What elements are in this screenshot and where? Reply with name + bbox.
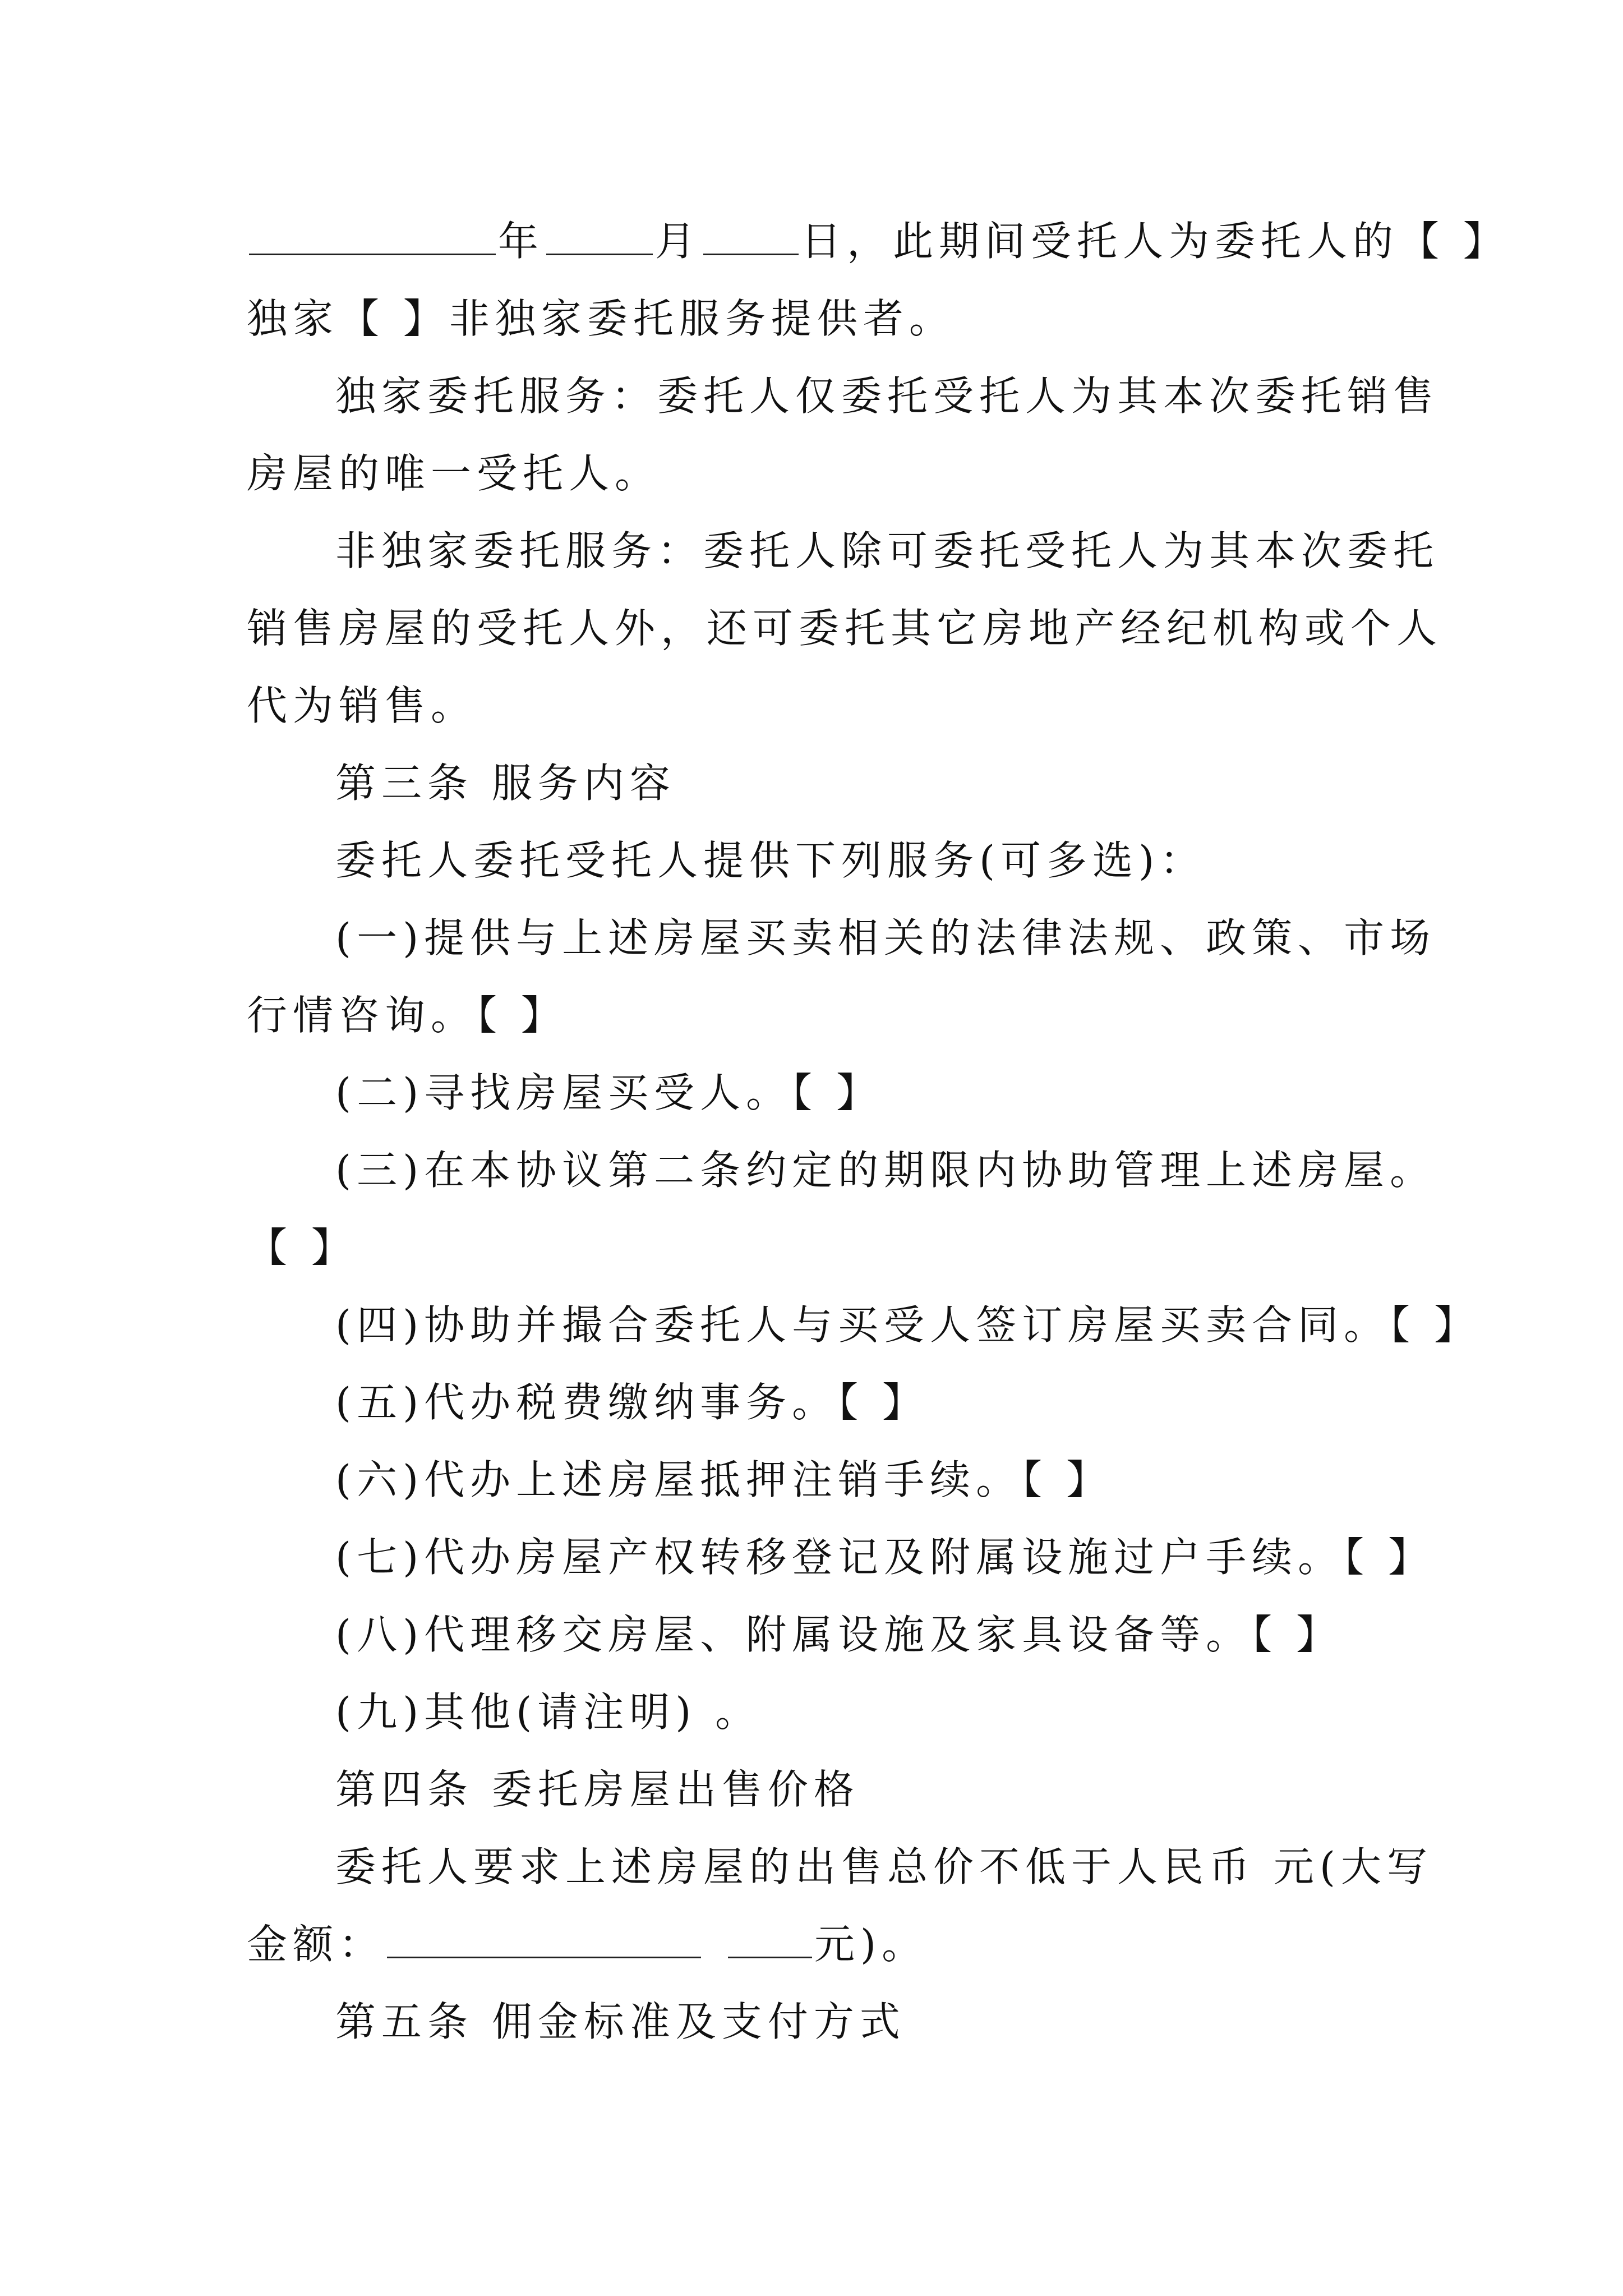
service-item-6: (六)代办上述房屋抵押注销手续。【 】 <box>335 1456 1113 1503</box>
article-4-heading: 第四条 委托房屋出售价格 <box>335 1766 860 1813</box>
year-label: 年 <box>498 218 545 265</box>
month-blank <box>546 217 653 255</box>
service-item-7: (七)代办房屋产权转移登记及附属设施过户手续。【 】 <box>335 1534 1435 1581</box>
month-label: 月 <box>655 218 702 265</box>
term-date-line <box>247 213 1509 269</box>
service-item-1-line-2: 行情咨询。【 】 <box>247 992 567 1039</box>
service-item-8: (八)代理移交房屋、附属设施及家具设备等。【 】 <box>335 1611 1343 1658</box>
nonexclusive-definition-line-2: 销售房屋的受托人外，还可委托其它房地产经纪机构或个人 <box>247 605 1443 652</box>
exclusive-definition-line-1: 独家委托服务：委托人仅委托受托人为其本次委托销售 <box>335 372 1440 420</box>
term-date-tail: 日，此期间受托人为委托人的【 】 <box>801 218 1509 265</box>
year-blank <box>249 217 496 255</box>
day-blank <box>703 217 799 255</box>
exclusive-definition-line-2: 房屋的唯一受托人。 <box>247 450 661 497</box>
service-item-9: (九)其他(请注明) 。 <box>335 1688 762 1736</box>
nonexclusive-definition-line-3: 代为销售。 <box>247 682 477 729</box>
service-item-1-line-1: (一)提供与上述房屋买卖相关的法律法规、政策、市场 <box>335 914 1436 961</box>
service-item-2: (二)寻找房屋买受人。【 】 <box>335 1069 883 1116</box>
amount-label: 金额： <box>247 1921 385 1968</box>
service-item-3-line-1: (三)在本协议第二条约定的期限内协助管理上述房屋。 <box>335 1147 1436 1194</box>
article-5-heading: 第五条 佣金标准及支付方式 <box>335 1998 906 2045</box>
nonexclusive-definition-line-1: 非独家委托服务：委托人除可委托受托人为其本次委托 <box>335 527 1440 574</box>
article-4-body-line-1: 委托人要求上述房屋的出售总价不低于人民币 元(大写 <box>335 1843 1433 1890</box>
exclusive-choice-line: 独家【 】非独家委托服务提供者。 <box>247 295 955 342</box>
amount-suffix: 元)。 <box>814 1921 928 1968</box>
service-item-4: (四)协助并撮合委托人与买受人签订房屋买卖合同。【 】 <box>335 1301 1481 1349</box>
amount-words-blank <box>387 1920 701 1958</box>
article-4-body-line-2 <box>247 1916 1396 1972</box>
service-item-5: (五)代办税费缴纳事务。【 】 <box>335 1379 929 1426</box>
amount-tail-blank <box>728 1920 812 1958</box>
service-item-3-line-2: 【 】 <box>247 1224 357 1271</box>
article-3-heading: 第三条 服务内容 <box>335 760 676 807</box>
article-3-intro: 委托人委托受托人提供下列服务(可多选)： <box>335 837 1206 884</box>
